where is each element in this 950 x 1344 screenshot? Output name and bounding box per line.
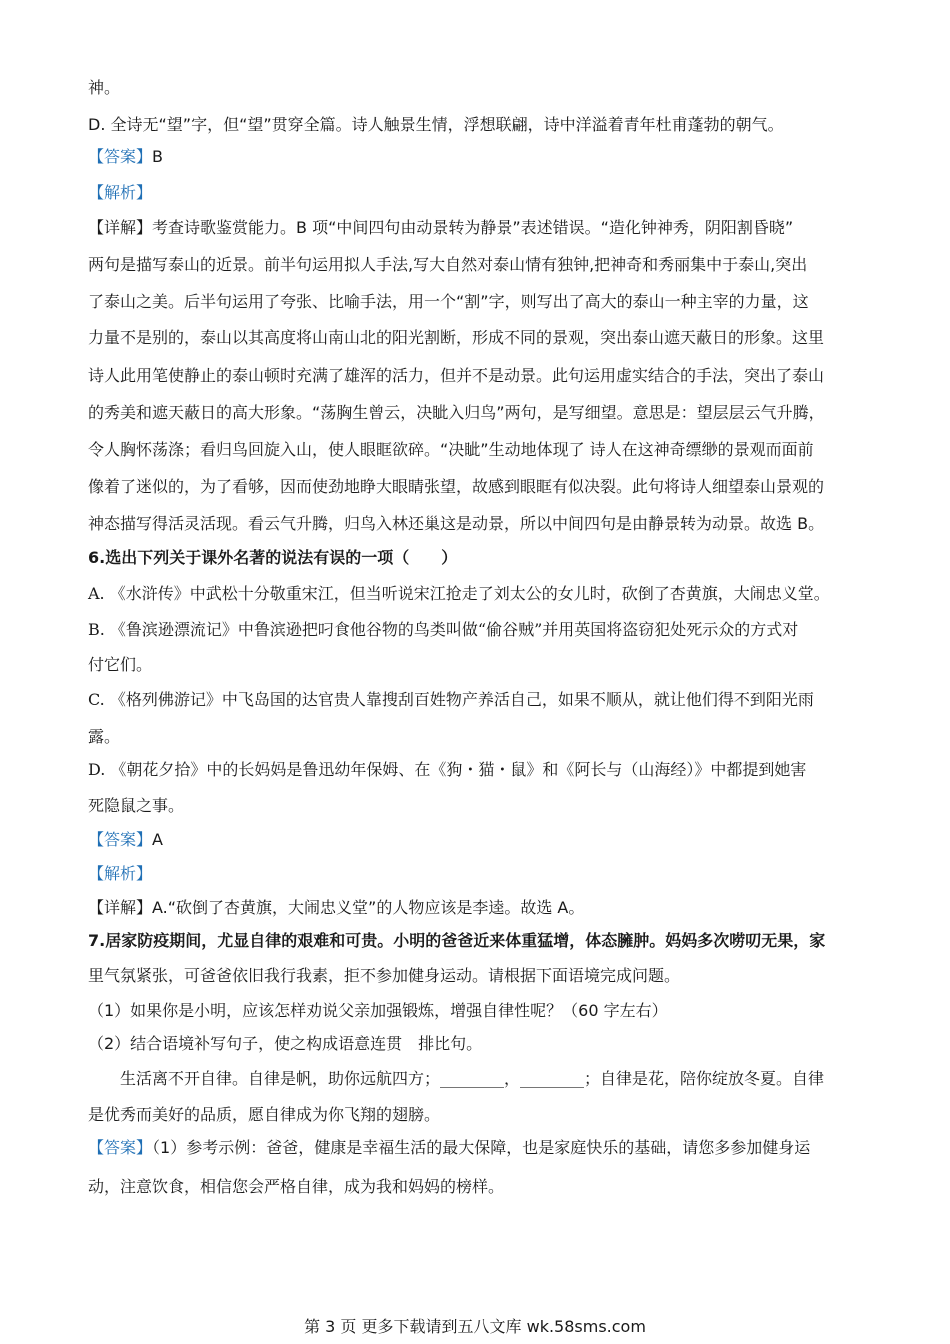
option-b-cont: 付它们。 bbox=[88, 655, 153, 674]
text-line: 令人胸怀荡涤；看归鸟回旋入山，使人眼眶欲碎。“决眦”生动地体现了 诗人在这神奇缥缈的景观而面前 bbox=[88, 440, 814, 459]
option-b: B. 《鲁滨逊漂流记》中鲁滨逊把叼食他谷物的鸟类叫做“偷谷贼”并用英国将盗窃犯处死示众的方式对 bbox=[88, 620, 799, 639]
text-line: 里气氛紧张，可爸爸依旧我行我素，拒不参加健身运动。请根据下面语境完成问题。 bbox=[88, 966, 681, 985]
question-7: 7.居家防疫期间，尤显自律的艰难和可贵。小明的爸爸近来体重猛增，体态臃肿。妈妈多次唠叨无果，家 bbox=[88, 931, 826, 950]
text-line: 的秀美和遮天蔽日的高大形象。“荡胸生曾云，决眦入归鸟”两句，是写细望。意思是：望层层云气升腾， bbox=[88, 403, 825, 422]
text-line: 【详解】A.“砍倒了杏黄旗，大闹忠义堂”的人物应该是李逵。故选 A。 bbox=[88, 898, 585, 917]
answer-line bbox=[88, 1138, 810, 1158]
text-line: 神。 bbox=[88, 78, 121, 97]
text-line: 诗人此用笔使静止的泰山顿时充满了雄浑的活力，但并不是动景。此句运用虚实结合的手法，突出了泰山 bbox=[88, 366, 825, 385]
page-footer: 第 3 页 更多下载请到五八文库 wk.58sms.com bbox=[304, 1317, 646, 1336]
answer-tag: 【答案】 bbox=[88, 147, 153, 166]
option-d-cont: 死隐鼠之事。 bbox=[88, 796, 185, 815]
text-line: 两句是描写泰山的近景。前半句运用拟人手法,写大自然对泰山情有独钟,把神奇和秀丽集中于泰山,突出 bbox=[88, 255, 808, 274]
option-c: C. 《格列佛游记》中飞岛国的达官贵人靠搜刮百姓物产养活自己，如果不顺从，就让他们得不到阳光雨 bbox=[88, 690, 814, 709]
answer-value: B bbox=[152, 147, 163, 166]
answer-line bbox=[88, 147, 163, 167]
option-a: A. 《水浒传》中武松十分敬重宋江，但当听说宋江抢走了刘太公的女儿时，砍倒了杏黄旗，大闹忠义堂。 bbox=[88, 584, 830, 603]
text-line: 神态描写得活灵活现。看云气升腾，归鸟入林还巢这是动景，所以中间四句是由静景转为动景。故选 B。 bbox=[88, 514, 825, 533]
analysis-tag: 【解析】 bbox=[88, 183, 153, 202]
text-line: 像着了迷似的，为了看够，因而使劲地睁大眼睛张望，故感到眼眶有似决裂。此句将诗人细望泰山景观的 bbox=[88, 477, 825, 496]
text-line: 力量不是别的，泰山以其高度将山南山北的阳光割断，形成不同的景观，突出泰山遮天蔽日的形象。这里 bbox=[88, 328, 825, 347]
option-line: D. 全诗无“望”字，但“望”贯穿全篇。诗人触景生情，浮想联翩，诗中洋溢着青年杜甫蓬勃的朝气。 bbox=[88, 115, 784, 134]
answer-tag: 【答案】 bbox=[88, 1138, 153, 1157]
passage-line: 是优秀而美好的品质，愿自律成为你飞翔的翅膀。 bbox=[88, 1105, 441, 1124]
text-line: 【详解】考查诗歌鉴赏能力。B 项“中间四句由动景转为静景”表述错误。“造化钟神秀，阴阳割昏晓” bbox=[88, 218, 794, 237]
option-c-cont: 露。 bbox=[88, 727, 121, 746]
passage-line: 生活离不开自律。自律是帆，助你远航四方；________，________；自律是花，陪你绽放冬夏。自律 bbox=[120, 1069, 825, 1088]
analysis-tag: 【解析】 bbox=[88, 864, 153, 883]
answer-text: （1）参考示例：爸爸，健康是幸福生活的最大保障，也是家庭快乐的基础，请您多参加健身运 bbox=[152, 1138, 811, 1157]
answer-line bbox=[88, 830, 163, 850]
option-d: D. 《朝花夕拾》中的长妈妈是鲁迅幼年保姆、在《狗・猫・鼠》和《阿长与（山海经）》中都提到她害 bbox=[88, 760, 807, 779]
sub-question-2: （2）结合语境补写句子，使之构成语意连贯 排比句。 bbox=[88, 1034, 483, 1053]
answer-value: A bbox=[152, 830, 163, 849]
sub-question-1: （1）如果你是小明，应该怎样劝说父亲加强锻炼，增强自律性呢？（60 字左右） bbox=[88, 1001, 668, 1020]
answer-tag: 【答案】 bbox=[88, 830, 153, 849]
text-line: 动，注意饮食，相信您会严格自律，成为我和妈妈的榜样。 bbox=[88, 1177, 505, 1196]
text-line: 了泰山之美。后半句运用了夸张、比喻手法，用一个“割”字，则写出了高大的泰山一种主宰的力量，这 bbox=[88, 292, 809, 311]
question-6: 6.选出下列关于课外名著的说法有误的一项（ ） bbox=[88, 548, 458, 567]
